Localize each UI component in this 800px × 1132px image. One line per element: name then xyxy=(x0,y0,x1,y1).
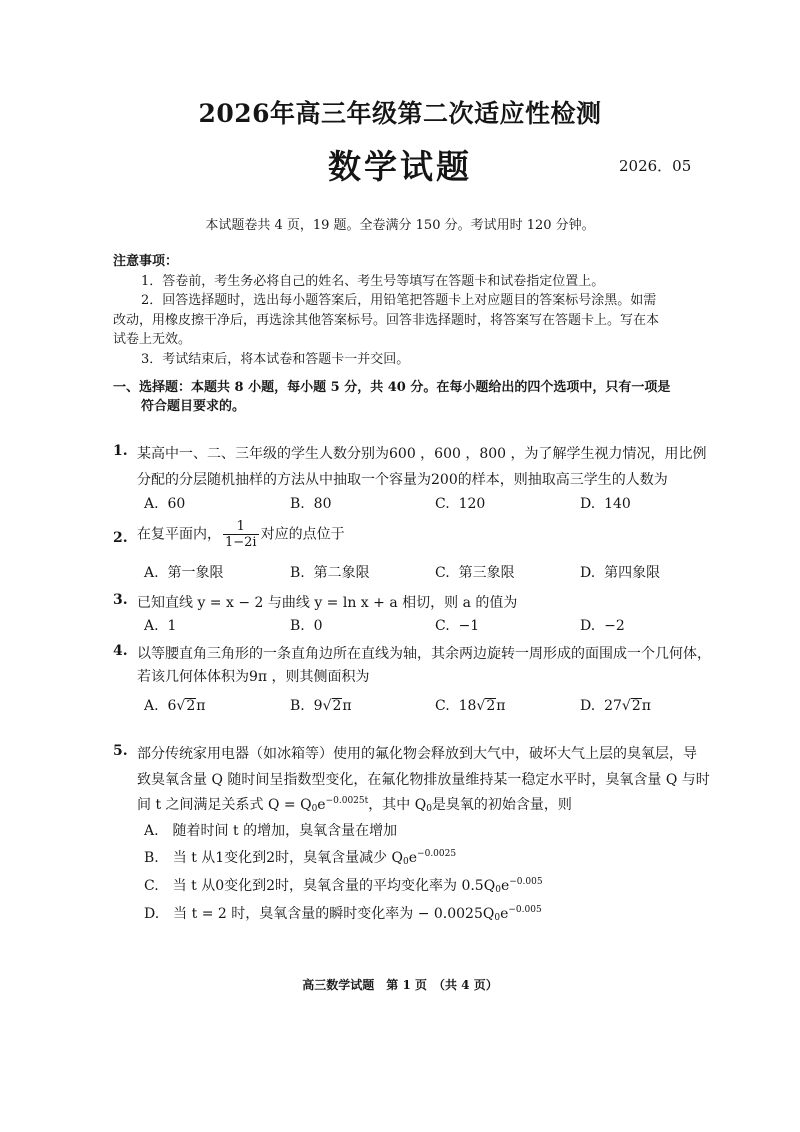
notes-item-2-line-1: 2．回答选择题时，选出每小题答案后，用铅笔把答题卡上对应题目的答案标号涂黑。如需 xyxy=(141,293,657,308)
notes-item-3: 3．考试结束后，将本试卷和答题卡一并交回。 xyxy=(141,352,410,367)
question-5-option-b: B. 当 t 从1变化到2时，臭氧含量减少 $Q_0e^{-0.0025}$ xyxy=(144,849,457,867)
exam-intro: 本试题卷共 4 页，19 题。全卷满分 150 分。考试用时 120 分钟。 xyxy=(205,218,595,233)
question-1-line-1: 某高中一、二、三年级的学生人数分别为600 ，600 ，800 ，为了解学生视力情况，用比例 xyxy=(137,446,707,462)
question-4-option-d: D. 27√2π xyxy=(580,698,651,714)
subject-title: 数学试题 xyxy=(328,147,472,186)
question-3-option-d: D. −2 xyxy=(580,618,625,634)
question-3-option-a: A. 1 xyxy=(144,618,177,634)
question-4-option-a: A. 6√2π xyxy=(144,698,206,714)
question-1-option-d: D. 140 xyxy=(580,496,631,512)
question-5-option-a: A. 随着时间 t 的增加，臭氧含量在增加 xyxy=(144,823,398,839)
question-2-option-a: A. 第一象限 xyxy=(144,565,224,581)
question-2-stem: 在复平面内， $\frac{1}{1-2i}$ 对应的点位于 xyxy=(137,519,345,550)
question-1-option-a: A. 60 xyxy=(144,496,186,512)
question-5-number: 5. xyxy=(113,743,128,759)
question-1-option-b: B. 80 xyxy=(290,496,332,512)
question-4-number: 4. xyxy=(113,643,128,659)
question-1-option-c: C. 120 xyxy=(435,496,486,512)
question-2-number: 2. xyxy=(113,530,128,546)
question-5-line-1: 部分传统家用电器（如冰箱等）使用的氟化物会释放到大气中，破坏大气上层的臭氧层，导 xyxy=(137,746,697,762)
exam-title: 2026年高三年级第二次适应性检测 xyxy=(198,99,602,128)
question-1-line-2: 分配的分层随机抽样的方法从中抽取一个容量为200的样本，则抽取高三学生的人数为 xyxy=(137,472,668,488)
exam-date: 2026．05 xyxy=(619,157,692,175)
page-footer: 高三数学试题 第 1 页 （共 4 页） xyxy=(302,978,498,992)
question-5-line-3: 间 t 之间满足关系式 $Q = Q_0e^{-0.0025t}$，其中 $Q_0$是臭氧的初始含量，则 xyxy=(137,796,572,814)
question-2-option-d: D. 第四象限 xyxy=(580,565,661,581)
question-3-option-c: C. −1 xyxy=(435,618,480,634)
question-4-option-c: C. 18√2π xyxy=(435,698,506,714)
section-1-line-2: 符合题目要求的。 xyxy=(141,399,246,414)
question-4-option-b: B. 9√2π xyxy=(290,698,352,714)
question-2-fraction: $\frac{1}{1-2i}$ xyxy=(225,519,257,550)
question-1-number: 1. xyxy=(113,443,128,459)
question-4-line-1: 以等腰直角三角形的一条直角边所在直线为轴，其余两边旋转一周形成的面围成一个几何体， xyxy=(137,646,711,662)
question-5-line-2: 致臭氧含量 Q 随时间呈指数型变化，在氟化物排放量维持某一稳定水平时，臭氧含量 Q 与时 xyxy=(137,772,710,788)
notes-item-2-line-3: 试卷上无效。 xyxy=(113,332,192,347)
question-2-option-b: B. 第二象限 xyxy=(290,565,370,581)
question-5-option-d: D. 当 t = 2 时，臭氧含量的瞬时变化率为 − $0.0025Q_0e^{-0.005}$ xyxy=(144,905,542,923)
notes-item-1: 1．答卷前，考生务必将自己的姓名、考生号等填写在答题卡和试卷指定位置上。 xyxy=(141,274,605,289)
notes-heading: 注意事项： xyxy=(113,254,179,269)
section-1-line-1: 一、选择题：本题共 8 小题，每小题 5 分，共 40 分。在每小题给出的四个选项中，只有一项是 xyxy=(113,380,671,395)
question-5-option-c: C. 当 t 从0变化到2时，臭氧含量的平均变化率为 $0.5Q_0e^{-0.005}$ xyxy=(144,877,543,895)
question-2-option-c: C. 第三象限 xyxy=(435,565,515,581)
notes-item-2-line-2: 改动，用橡皮擦干净后，再选涂其他答案标号。回答非选择题时，将答案写在答题卡上。写在本 xyxy=(113,313,660,328)
question-3-option-b: B. 0 xyxy=(290,618,323,634)
question-3-stem: 已知直线 y = x − 2 与曲线 y = ln x + a 相切，则 a 的值为 xyxy=(137,595,518,611)
question-4-line-2: 若该几何体体积为9π ，则其侧面积为 xyxy=(137,669,370,685)
question-3-number: 3. xyxy=(113,592,128,608)
